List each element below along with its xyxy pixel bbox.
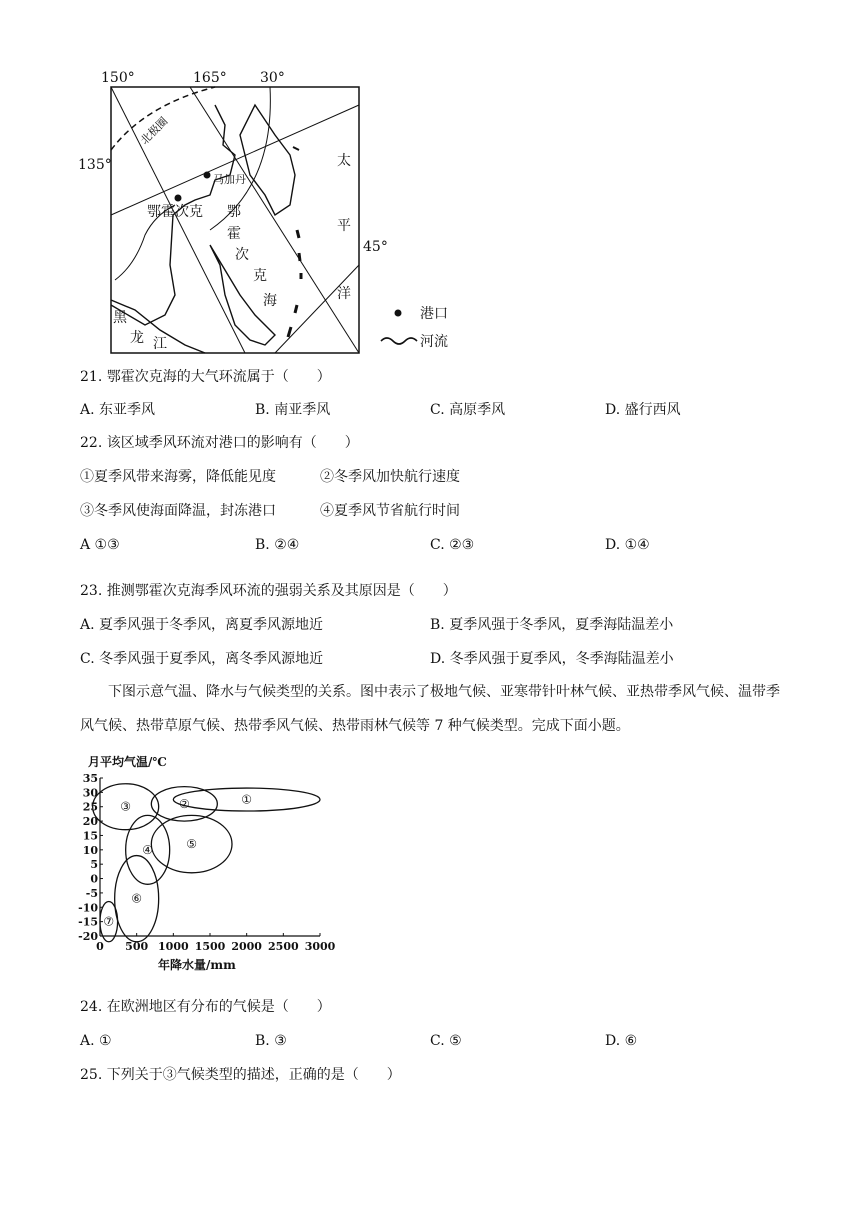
q21-option-b[interactable]: B. 南亚季风 xyxy=(255,402,331,418)
climate-region-label-5: ⑤ xyxy=(186,837,198,852)
q21-option-a[interactable]: A. 东亚季风 xyxy=(80,402,156,418)
y-tick-label: 25 xyxy=(82,800,98,814)
y-tick-label: 0 xyxy=(90,872,98,886)
legend-port-icon xyxy=(395,310,402,317)
intro-paragraph: 下图示意气温、降水与气候类型的关系。图中表示了极地气候、亚寒带针叶林气候、亚热带季风气候、温带季风气候、热带草原气候、热带季风气候、热带雨林气候等 7 种气候类型。完成下面小题。 xyxy=(80,684,780,734)
magadan-label: 马加丹 xyxy=(213,173,246,186)
lat-135-label: 135° xyxy=(78,157,112,173)
river-char-1: 黑 xyxy=(113,310,127,326)
q24-option-a[interactable]: A. ① xyxy=(80,1033,112,1049)
port-okhotsk-dot xyxy=(175,195,182,202)
y-tick-label: 30 xyxy=(82,786,98,800)
climate-region-label-4: ④ xyxy=(142,842,154,857)
lat-30-label: 30° xyxy=(260,70,285,86)
q23-option-c[interactable]: C. 冬季风强于夏季风，离冬季风源地近 xyxy=(80,651,324,667)
kuril-island xyxy=(288,327,291,337)
lon-150-label: 150° xyxy=(101,70,135,86)
okhotsk-map xyxy=(75,65,465,355)
kuril-island xyxy=(297,230,299,238)
q22-option-b[interactable]: B. ②④ xyxy=(255,537,300,553)
longitude-line xyxy=(190,87,359,353)
q22-option-c[interactable]: C. ②③ xyxy=(430,537,475,553)
x-tick-label: 0 xyxy=(96,940,104,953)
island xyxy=(293,147,299,150)
river-char-3: 江 xyxy=(153,336,167,352)
climate-region-label-2: ② xyxy=(178,796,190,811)
q22-option-a[interactable]: A ①③ xyxy=(80,537,120,553)
kuril-island xyxy=(299,253,300,261)
river-char-2: 龙 xyxy=(130,330,144,346)
q23-stem: 23. 推测鄂霍次克海季风环流的强弱关系及其原因是（ ） xyxy=(80,583,457,599)
port-magadan-dot xyxy=(204,172,211,179)
q23-option-d[interactable]: D. 冬季风强于夏季风，冬季海陆温差小 xyxy=(430,651,674,667)
q24-stem: 24. 在欧洲地区有分布的气候是（ ） xyxy=(80,999,331,1015)
x-tick-label: 1500 xyxy=(194,940,226,953)
latitude-line xyxy=(275,265,359,353)
lon-165-label: 165° xyxy=(193,70,227,86)
x-tick-label: 2000 xyxy=(231,940,262,953)
okhotsk-town-label: 鄂霍次克 xyxy=(147,204,203,220)
y-tick-label: -15 xyxy=(78,915,98,929)
kuril-island xyxy=(295,305,297,313)
x-tick-label: 2500 xyxy=(268,940,299,953)
y-tick-label: 20 xyxy=(82,815,98,829)
q23-option-a[interactable]: A. 夏季风强于冬季风，离夏季风源地近 xyxy=(80,617,324,633)
y-tick-label: 10 xyxy=(82,843,98,857)
kamchatka-coast xyxy=(240,105,295,215)
q25-stem: 25. 下列关于③气候类型的描述，正确的是（ ） xyxy=(80,1067,401,1083)
ocean-char-1: 太 xyxy=(337,153,351,169)
climate-chart-figure xyxy=(78,752,348,977)
q21-option-c[interactable]: C. 高原季风 xyxy=(430,402,506,418)
x-tick-label: 1000 xyxy=(158,940,189,953)
climate-region-label-3: ③ xyxy=(120,799,132,814)
q22-item-1: ①夏季风带来海雾，降低能见度 xyxy=(80,469,276,485)
q21-option-d[interactable]: D. 盛行西风 xyxy=(605,402,681,418)
chart-ylabel: 月平均气温/℃ xyxy=(88,755,167,769)
x-tick-label: 500 xyxy=(125,940,149,953)
ocean-char-2: 平 xyxy=(337,218,351,234)
climate-region-label-6: ⑥ xyxy=(131,891,143,906)
q24-option-c[interactable]: C. ⑤ xyxy=(430,1033,462,1049)
sea-char-5: 海 xyxy=(263,293,277,309)
x-tick-label: 3000 xyxy=(304,940,336,953)
sea-char-2: 霍 xyxy=(227,226,241,242)
q23-option-b[interactable]: B. 夏季风强于冬季风，夏季海陆温差小 xyxy=(430,617,674,633)
ocean-char-3: 洋 xyxy=(337,286,351,302)
arctic-circle-label: 北极圈 xyxy=(137,114,171,148)
chart-xlabel: 年降水量/mm xyxy=(158,958,236,972)
legend-river-label: 河流 xyxy=(420,334,448,350)
climate-region-label-7: ⑦ xyxy=(103,914,115,929)
sea-char-3: 次 xyxy=(235,247,249,263)
climate-chart xyxy=(78,752,348,977)
okhotsk-map-figure xyxy=(75,65,465,355)
q22-option-d[interactable]: D. ①④ xyxy=(605,537,650,553)
y-tick-label: -5 xyxy=(85,886,98,900)
sea-char-4: 克 xyxy=(253,268,267,284)
lat-45-label: 45° xyxy=(363,239,388,255)
q22-item-4: ④夏季风节省航行时间 xyxy=(320,503,460,519)
y-tick-label: -10 xyxy=(78,901,98,915)
q22-item-2: ②冬季风加快航行速度 xyxy=(320,469,460,485)
y-tick-label: -20 xyxy=(78,930,98,943)
legend-river-icon xyxy=(381,338,417,344)
climate-region-label-1: ① xyxy=(241,792,253,807)
q24-option-b[interactable]: B. ③ xyxy=(255,1033,287,1049)
q22-item-3: ③冬季风使海面降温，封冻港口 xyxy=(80,503,276,519)
legend-port-label: 港口 xyxy=(420,306,448,322)
y-tick-label: 15 xyxy=(82,829,98,843)
q21-stem: 21. 鄂霍次克海的大气环流属于（ ） xyxy=(80,369,331,385)
q22-stem: 22. 该区域季风环流对港口的影响有（ ） xyxy=(80,435,359,451)
y-tick-label: 35 xyxy=(82,772,98,785)
sea-char-1: 鄂 xyxy=(227,204,241,220)
y-tick-label: 5 xyxy=(90,858,98,872)
q24-option-d[interactable]: D. ⑥ xyxy=(605,1033,638,1049)
